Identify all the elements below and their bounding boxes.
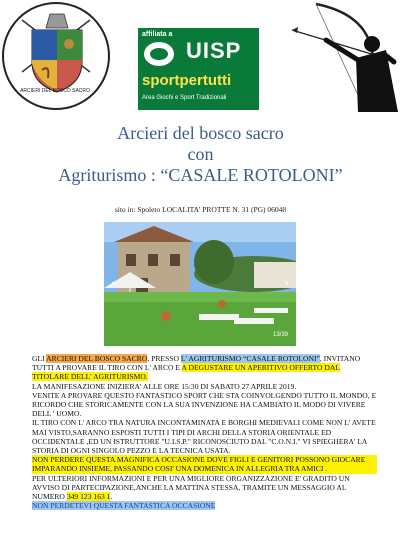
location-text: sito in: Spoleto LOCALITA' PROTTE N. 31 (PG) 06048 — [114, 205, 287, 214]
invite-middle: , INVITANO TUTTI A PROVARE IL TIRO CON L' ARCO E — [32, 354, 361, 373]
invite-prefix: GLI — [32, 354, 47, 363]
paragraph-schedule: LA MANIFESAZIONE INIZIERA' ALLE ORE 15:30 DI SABATO 27 APRILE 2019. — [32, 381, 297, 391]
uisp-area: Area Giochi e Sport Tradizionali — [142, 95, 227, 101]
uisp-name: UISP — [186, 38, 242, 63]
paragraph-closing — [32, 501, 377, 510]
body-text — [32, 354, 377, 510]
photo-prev-arrow[interactable]: ‹ — [111, 278, 115, 289]
club-logo-text: ARCIERI DEL BOSCO SACRO — [20, 88, 90, 94]
title-line-3: Agriturismo : “CASALE ROTOLONI” — [58, 165, 343, 185]
info-text: PER ULTERIORI INFORMAZIONI E PER UNA MIGLIORE ORGANIZZAZIONE E' GRADITO UN AVVISO DI PARTECIPAZIONE,ANCHE LA MATTINA STESSA, TRAMITE UN MESSAGGIO AL NUMERO — [32, 473, 350, 502]
paragraph-info — [32, 474, 377, 502]
venue-photo — [104, 222, 296, 346]
paragraph-invite — [32, 354, 377, 382]
paragraph-sport: VENITE A PROVARE QUESTO FANTASTICO SPORT CHE STA COINVOLGENDO TUTTO IL MONDO, E RICORDO CHE STORICAMENTE CON LA SUA INVENZIONE HA CAMBIATO IL MODO DI VIVERE DELL ' UOMO. — [32, 390, 377, 419]
shield-icon — [2, 2, 112, 112]
closing-highlight: NON PERDETEVI QUESTA FANTASTICA OCCASIONE — [32, 501, 216, 511]
photo-next-arrow[interactable]: › — [285, 278, 289, 289]
invite-presso: , PRESSO — [147, 354, 181, 363]
photo-counter: 13/39 — [272, 332, 288, 338]
phone-number[interactable]: 349 123 163 1 — [66, 492, 111, 502]
uisp-logo — [138, 28, 259, 110]
venue-photo-illustration — [104, 222, 296, 346]
uisp-affiliation: affiliata a — [142, 31, 173, 38]
title-line-2: con — [187, 144, 214, 164]
uisp-ball-icon — [144, 42, 174, 66]
uisp-tagline: sportpertutti — [142, 72, 232, 89]
club-name-highlight: ARCIERI DEL BOSCO SACRO — [46, 354, 148, 363]
title-line-1: Arcieri del bosco sacro — [117, 123, 284, 143]
aperitivo-highlight: A DEGUSTARE UN APERITIVO OFFERTO DAL TITOLARE DELL' AGRITURISMO. — [32, 363, 341, 382]
paragraph-nature: IL TIRO CON L' ARCO TRA NATURA INCONTAMINATA E BORGHI MEDIEVALI COME NON L' AVETE MAI VISTO,SARANNO ESPOSTI TUTTI I TIPI DI ARCHI DELLA STORIA ORIENTALE ED OCCIDENTALE ,ED UN ISTRUTTORE "U.I.S.P." RICONOSCIUTO DAL "C.O.N.I." VI SPIEGHERA' LA STORIA DI OGNI SINGOLO PEZZO E LA TECNICA USATA. — [32, 418, 376, 456]
archer-silhouette-icon — [286, 0, 401, 112]
info-suffix: . — [110, 492, 113, 502]
paragraph-families: NON PERDERE QUESTA MAGNIFICA OCCASIONE DOVE FIGLI E GENITORI POSSONO GIOCARE IMPARANDO INSIEME, PASSANDO COSI' UNA DOMENICA IN ALLEGRIA TRA AMICI . — [32, 455, 377, 473]
agriturismo-highlight: L' AGRITURISMO “CASALE ROTOLONI” — [180, 354, 320, 363]
club-logo — [2, 2, 112, 112]
